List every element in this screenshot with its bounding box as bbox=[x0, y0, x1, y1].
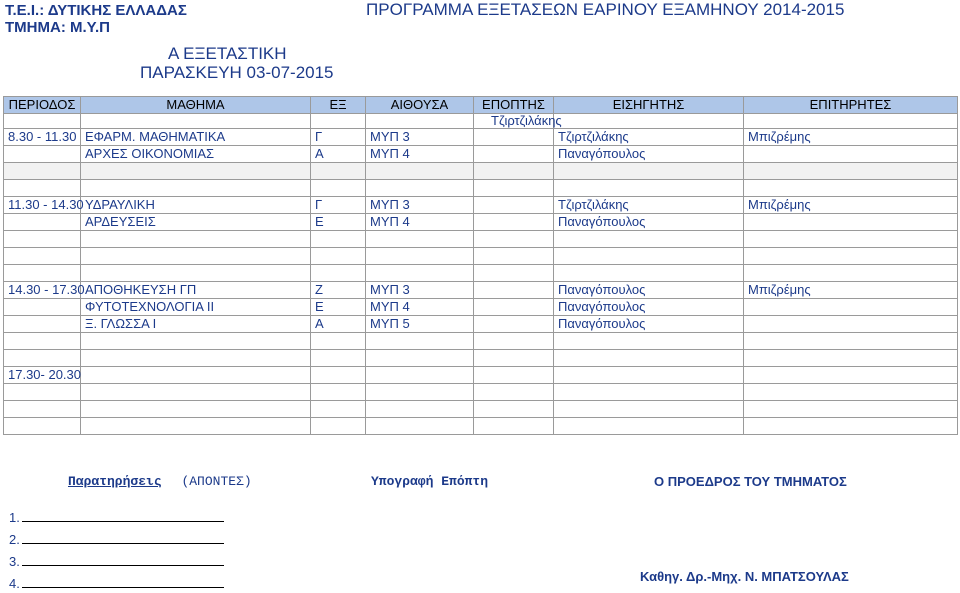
notes-label bbox=[68, 474, 252, 489]
table-cell bbox=[474, 163, 554, 180]
table-cell bbox=[366, 333, 474, 350]
table-cell bbox=[366, 418, 474, 435]
table-cell bbox=[554, 231, 744, 248]
table-cell bbox=[554, 350, 744, 367]
table-cell bbox=[4, 163, 81, 180]
table-cell bbox=[474, 231, 554, 248]
table-cell: 11.30 - 14.30 bbox=[4, 197, 81, 214]
top-note-row bbox=[4, 114, 958, 129]
table-cell bbox=[4, 299, 81, 316]
column-header: ΑΙΘΟΥΣΑ bbox=[366, 97, 474, 114]
column-header: ΕΠΙΤΗΡΗΤΕΣ bbox=[744, 97, 958, 114]
table-cell bbox=[474, 180, 554, 197]
table-cell: ΜΥΠ 3 bbox=[366, 197, 474, 214]
table-cell bbox=[744, 333, 958, 350]
table-cell: Παναγόπουλος bbox=[554, 282, 744, 299]
note-line-number: 2. bbox=[9, 532, 20, 547]
table-row bbox=[4, 180, 958, 197]
table-cell bbox=[474, 248, 554, 265]
note-line-1 bbox=[9, 510, 224, 525]
table-cell bbox=[744, 146, 958, 163]
table-cell bbox=[744, 401, 958, 418]
table-cell bbox=[311, 114, 366, 129]
table-cell bbox=[474, 129, 554, 146]
table-row bbox=[4, 248, 958, 265]
table-cell bbox=[4, 114, 81, 129]
note-line-number: 4. bbox=[9, 576, 20, 591]
note-rule bbox=[22, 554, 224, 566]
table-cell: Παναγόπουλος bbox=[554, 316, 744, 333]
table-cell bbox=[554, 367, 744, 384]
table-row bbox=[4, 197, 958, 214]
table-row bbox=[4, 129, 958, 146]
table-cell: ΜΥΠ 4 bbox=[366, 146, 474, 163]
table-cell: Ξ. ΓΛΩΣΣΑ Ι bbox=[81, 316, 311, 333]
table-cell: ΥΔΡΑΥΛΙΚΗ bbox=[81, 197, 311, 214]
table-row bbox=[4, 350, 958, 367]
table-cell bbox=[4, 316, 81, 333]
table-cell bbox=[366, 114, 474, 129]
president-label: Ο ΠΡΟΕΔΡΟΣ ΤΟΥ ΤΜΗΜΑΤΟΣ bbox=[654, 474, 847, 489]
table-cell: Α bbox=[311, 316, 366, 333]
table-row bbox=[4, 333, 958, 350]
table-cell bbox=[554, 265, 744, 282]
table-cell bbox=[474, 265, 554, 282]
table-cell bbox=[81, 248, 311, 265]
table-row bbox=[4, 231, 958, 248]
table-cell bbox=[4, 333, 81, 350]
department: ΤΜΗΜΑ: Μ.Υ.Π bbox=[5, 19, 110, 36]
table-cell bbox=[744, 163, 958, 180]
supervisor-signature: Υπογραφή Επόπτη bbox=[371, 474, 489, 489]
table-cell bbox=[554, 401, 744, 418]
table-cell bbox=[4, 350, 81, 367]
table-row bbox=[4, 214, 958, 231]
table-cell: Ε bbox=[311, 299, 366, 316]
absent-label: (ΑΠΟΝΤΕΣ) bbox=[181, 474, 252, 489]
table-cell: Α bbox=[311, 146, 366, 163]
table-cell bbox=[744, 367, 958, 384]
table-cell: ΦΥΤΟΤΕΧΝΟΛΟΓΙΑ ΙΙ bbox=[81, 299, 311, 316]
table-cell bbox=[366, 367, 474, 384]
table-header-row bbox=[4, 97, 958, 114]
table-cell bbox=[366, 231, 474, 248]
table-cell: ΜΥΠ 5 bbox=[366, 316, 474, 333]
table-cell bbox=[474, 333, 554, 350]
table-cell bbox=[4, 384, 81, 401]
table-cell bbox=[311, 367, 366, 384]
table-cell bbox=[554, 333, 744, 350]
table-cell bbox=[744, 350, 958, 367]
note-line-3 bbox=[9, 554, 224, 569]
table-cell bbox=[366, 265, 474, 282]
table-cell bbox=[311, 248, 366, 265]
table-cell bbox=[81, 333, 311, 350]
table-cell bbox=[744, 316, 958, 333]
table-cell: ΑΡΧΕΣ ΟΙΚΟΝΟΜΙΑΣ bbox=[81, 146, 311, 163]
table-cell bbox=[311, 231, 366, 248]
table-cell bbox=[311, 180, 366, 197]
table-cell bbox=[81, 350, 311, 367]
table-cell: Γ bbox=[311, 129, 366, 146]
table-cell bbox=[744, 384, 958, 401]
table-cell: ΜΥΠ 4 bbox=[366, 299, 474, 316]
table-cell bbox=[474, 299, 554, 316]
table-cell bbox=[81, 163, 311, 180]
table-cell: Μπιζρέμης bbox=[744, 282, 958, 299]
table-cell bbox=[311, 401, 366, 418]
table-row bbox=[4, 401, 958, 418]
schedule-table bbox=[3, 96, 958, 435]
table-row bbox=[4, 146, 958, 163]
table-row bbox=[4, 384, 958, 401]
table-cell: Παναγόπουλος bbox=[554, 299, 744, 316]
column-header: ΕΠΟΠΤΗΣ bbox=[474, 97, 554, 114]
table-cell bbox=[554, 384, 744, 401]
table-cell bbox=[311, 418, 366, 435]
table-cell bbox=[81, 180, 311, 197]
table-cell bbox=[474, 197, 554, 214]
column-header: ΜΑΘΗΜΑ bbox=[81, 97, 311, 114]
note-rule bbox=[22, 510, 224, 522]
table-cell bbox=[4, 248, 81, 265]
table-cell bbox=[81, 367, 311, 384]
table-cell: ΜΥΠ 4 bbox=[366, 214, 474, 231]
program-title: ΠΡΟΓΡΑΜΜΑ ΕΞΕΤΑΣΕΩΝ ΕΑΡΙΝΟΥ ΕΞΑΜΗΝΟΥ 2014-2015 bbox=[366, 0, 845, 19]
table-row bbox=[4, 367, 958, 384]
table-cell bbox=[4, 214, 81, 231]
table-cell bbox=[311, 163, 366, 180]
table-cell bbox=[744, 299, 958, 316]
table-cell bbox=[366, 163, 474, 180]
table-cell bbox=[474, 350, 554, 367]
table-cell bbox=[474, 418, 554, 435]
table-cell: Παναγόπουλος bbox=[554, 214, 744, 231]
table-cell: 8.30 - 11.30 bbox=[4, 129, 81, 146]
exam-period: Α ΕΞΕΤΑΣΤΙΚΗ bbox=[168, 44, 287, 63]
table-cell bbox=[474, 282, 554, 299]
note-line-number: 3. bbox=[9, 554, 20, 569]
table-cell bbox=[744, 231, 958, 248]
note-rule bbox=[22, 532, 224, 544]
table-cell bbox=[554, 180, 744, 197]
table-cell bbox=[474, 367, 554, 384]
table-row bbox=[4, 418, 958, 435]
table-cell bbox=[4, 180, 81, 197]
table-cell bbox=[474, 214, 554, 231]
table-cell bbox=[366, 248, 474, 265]
table-cell bbox=[81, 231, 311, 248]
notes-title: Παρατηρήσεις bbox=[68, 474, 162, 489]
table-cell bbox=[744, 114, 958, 129]
table-cell: ΜΥΠ 3 bbox=[366, 282, 474, 299]
table-row bbox=[4, 316, 958, 333]
table-cell bbox=[4, 418, 81, 435]
note-line-4 bbox=[9, 576, 224, 591]
table-cell bbox=[474, 146, 554, 163]
table-cell bbox=[311, 265, 366, 282]
table-cell bbox=[81, 401, 311, 418]
table-cell: Μπιζρέμης bbox=[744, 197, 958, 214]
table-cell bbox=[311, 333, 366, 350]
table-cell bbox=[554, 163, 744, 180]
table-cell: ΑΡΔΕΥΣΕΙΣ bbox=[81, 214, 311, 231]
table-cell: Τζιρτζιλάκης bbox=[554, 129, 744, 146]
table-cell bbox=[474, 384, 554, 401]
table-cell bbox=[744, 248, 958, 265]
table-cell bbox=[81, 114, 311, 129]
table-cell bbox=[81, 265, 311, 282]
table-row bbox=[4, 299, 958, 316]
table-cell bbox=[4, 146, 81, 163]
table-cell: Τζιρτζιλάκης bbox=[554, 114, 744, 129]
table-cell bbox=[311, 350, 366, 367]
table-cell: Ζ bbox=[311, 282, 366, 299]
table-cell: ΕΦΑΡΜ. ΜΑΘΗΜΑΤΙΚΑ bbox=[81, 129, 311, 146]
table-cell bbox=[744, 180, 958, 197]
column-header: ΠΕΡΙΟΔΟΣ bbox=[4, 97, 81, 114]
table-cell bbox=[366, 180, 474, 197]
exam-date: ΠΑΡΑΣΚΕΥΗ 03-07-2015 bbox=[140, 63, 334, 82]
table-cell bbox=[4, 401, 81, 418]
table-cell bbox=[366, 350, 474, 367]
table-cell: Γ bbox=[311, 197, 366, 214]
table-cell: Μπιζρέμης bbox=[744, 129, 958, 146]
table-cell: Τζιρτζιλάκης bbox=[554, 197, 744, 214]
note-line-number: 1. bbox=[9, 510, 20, 525]
table-cell bbox=[554, 248, 744, 265]
table-row bbox=[4, 265, 958, 282]
table-cell: 17.30- 20.30 bbox=[4, 367, 81, 384]
table-row bbox=[4, 282, 958, 299]
table-cell: ΜΥΠ 3 bbox=[366, 129, 474, 146]
table-cell: Παναγόπουλος bbox=[554, 146, 744, 163]
signer-name: Καθηγ. Δρ.-Μηχ. Ν. ΜΠΑΤΣΟΥΛΑΣ bbox=[640, 569, 849, 584]
note-line-2 bbox=[9, 532, 224, 547]
table-cell bbox=[81, 384, 311, 401]
table-cell bbox=[4, 265, 81, 282]
table-cell bbox=[366, 401, 474, 418]
table-cell bbox=[81, 418, 311, 435]
table-cell: Ε bbox=[311, 214, 366, 231]
institution: Τ.Ε.Ι.: ΔΥΤΙΚΗΣ ΕΛΛΑΔΑΣ bbox=[5, 2, 187, 19]
table-cell bbox=[311, 384, 366, 401]
table-cell bbox=[4, 231, 81, 248]
table-cell bbox=[474, 316, 554, 333]
table-cell bbox=[366, 384, 474, 401]
table-cell bbox=[554, 418, 744, 435]
table-cell bbox=[744, 265, 958, 282]
column-header: ΕΞ bbox=[311, 97, 366, 114]
table-cell: 14.30 - 17.30 bbox=[4, 282, 81, 299]
table-row bbox=[4, 163, 958, 180]
table-cell: ΑΠΟΘΗΚΕΥΣΗ ΓΠ bbox=[81, 282, 311, 299]
table-cell bbox=[744, 418, 958, 435]
table-cell bbox=[744, 214, 958, 231]
column-header: ΕΙΣΗΓΗΤΗΣ bbox=[554, 97, 744, 114]
note-rule bbox=[22, 576, 224, 588]
table-cell bbox=[474, 401, 554, 418]
